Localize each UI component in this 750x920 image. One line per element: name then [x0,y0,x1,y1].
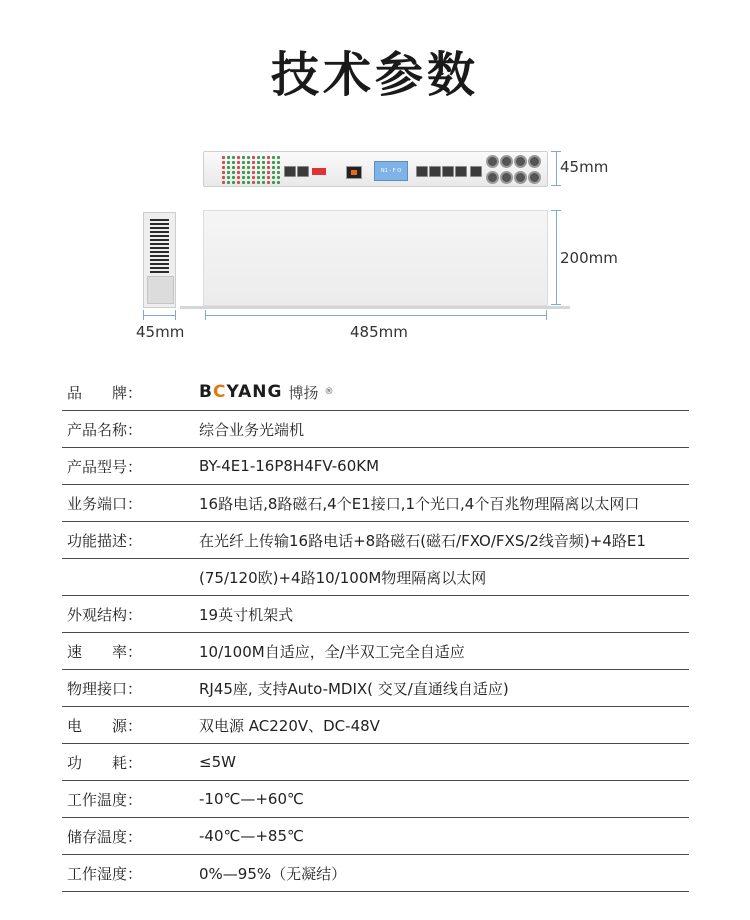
led-indicator [222,176,225,179]
led-indicator [262,176,265,179]
vent-slot [150,251,169,253]
spec-value: ≤5W [199,753,236,771]
led-indicator [242,181,245,184]
spec-label: 功能描述： [67,531,143,550]
led-indicator [237,156,240,159]
dim-label-width: 485mm [350,323,408,341]
spec-value: 10/100M自适应，全/半双工完全自适应 [199,642,465,661]
spec-label: 产品名称： [67,420,143,439]
led-indicator [257,181,260,184]
rj45-port [297,166,309,177]
led-indicator [262,181,265,184]
vent-slot [150,271,169,273]
led-indicator [257,176,260,179]
spec-row [62,707,689,744]
side-plate [147,276,174,304]
led-indicator [277,156,280,159]
bnc-connector [514,155,527,168]
spec-row [62,448,689,485]
led-indicator [237,181,240,184]
led-indicator [227,176,230,179]
led-indicator [257,161,260,164]
dim-label-depth: 200mm [560,249,618,267]
led-indicator [227,156,230,159]
led-indicator [272,171,275,174]
spec-value: BY-4E1-16P8H4FV-60KM [199,457,380,475]
led-indicator [242,166,245,169]
logo-text: BCYANG [199,382,283,402]
led-indicator [267,166,270,169]
dim-label-side: 45mm [136,323,185,341]
led-indicator [247,171,250,174]
spec-row [62,522,689,559]
led-indicator [237,171,240,174]
led-indicator [232,156,235,159]
spec-label: 工作湿度： [67,864,143,883]
bnc-connector [500,171,513,184]
dim-label-height: 45mm [560,158,609,176]
spec-label: 储存温度： [67,827,143,846]
logo-cn: 博扬 [288,383,319,402]
led-indicator [257,156,260,159]
spec-label: 业务端口： [67,494,143,513]
vent-slot [150,259,169,261]
bnc-connector [486,155,499,168]
led-indicator [277,171,280,174]
vent-slot [150,267,169,269]
led-indicator [277,181,280,184]
brand-logo [199,382,689,403]
ethernet-port [470,166,482,177]
led-indicator [232,176,235,179]
dim-line-side [143,315,176,316]
spec-label: 速 率： [67,642,143,661]
led-indicator [267,156,270,159]
led-indicator [252,176,255,179]
led-indicator [277,166,280,169]
ethernet-port [455,166,467,177]
led-indicator [252,181,255,184]
led-indicator [227,161,230,164]
spec-row [62,559,689,596]
led-indicator [247,181,250,184]
led-indicator [272,156,275,159]
led-indicator [227,171,230,174]
spec-label: 功 耗： [67,753,143,772]
vent-slot [150,255,169,257]
ethernet-port [442,166,454,177]
dim-line-width [205,315,547,316]
dim-line-depth [556,210,557,305]
led-indicator [247,166,250,169]
spec-value: RJ45座, 支持Auto-MDIX( 交叉/直通线自适应) [199,679,509,698]
spec-row [62,596,689,633]
led-indicator [267,161,270,164]
led-indicator [232,171,235,174]
bnc-connector [500,155,513,168]
led-indicator [252,161,255,164]
ethernet-port [416,166,428,177]
spec-row [62,855,689,892]
spec-row [62,670,689,707]
led-indicator [262,156,265,159]
led-indicator [242,171,245,174]
dim-line-height [556,151,557,186]
spec-value: 双电源 AC220V、DC-48V [199,716,380,735]
led-indicator [262,166,265,169]
led-indicator [277,161,280,164]
vent-slot [150,263,169,265]
page-title: 技术参数 [270,47,479,103]
bnc-connector [528,155,541,168]
led-indicator [232,166,235,169]
spec-value: -10℃—+60℃ [199,790,304,808]
vent-slot [150,235,169,237]
logo-reg: ® [324,387,334,397]
led-indicator [247,161,250,164]
vent-slot [150,231,169,233]
led-indicator [227,181,230,184]
rj45-port [284,166,296,177]
vent-slot [150,227,169,229]
spec-row [62,411,689,448]
device-body-top-view [203,210,548,306]
spec-value: 0%—95%（无凝结） [199,864,347,883]
spec-label: 物理接口： [67,679,143,698]
spec-row [62,633,689,670]
vent-slot [150,243,169,245]
led-indicator [272,166,275,169]
led-indicator [272,181,275,184]
vent-slot [150,219,169,221]
led-indicator [222,181,225,184]
led-indicator [222,161,225,164]
spec-value: 综合业务光端机 [199,420,305,439]
vent-slot [150,247,169,249]
spec-value: 16路电话,8路磁石,4个E1接口,1个光口,4个百兆物理隔离以太网口 [199,494,640,513]
led-indicator [222,171,225,174]
spec-row [62,744,689,781]
led-indicator [257,171,260,174]
vent-slot [150,239,169,241]
led-indicator [232,161,235,164]
led-indicator [277,176,280,179]
spec-value: -40℃—+85℃ [199,827,304,845]
led-indicator [237,176,240,179]
spec-label: 工作温度： [67,790,143,809]
bnc-connector [514,171,527,184]
led-indicator [237,161,240,164]
led-indicator [222,156,225,159]
led-indicator [272,161,275,164]
spec-row [62,485,689,522]
spec-row [62,781,689,818]
spec-value: 在光纤上传输16路电话+8路磁石(磁石/FXO/FXS/2线音频)+4路E1 [199,531,646,550]
led-indicator [247,176,250,179]
led-indicator [262,161,265,164]
led-indicator [237,166,240,169]
bnc-connector [486,171,499,184]
led-indicator [267,176,270,179]
device-side-view [143,212,176,308]
spec-label: 电 源： [67,716,143,735]
led-indicator [252,166,255,169]
panel-label: N1 - F O [374,161,408,181]
spec-label: 产品型号： [67,457,143,476]
spec-value: (75/120欧)+4路10/100M物理隔离以太网 [199,568,487,587]
spec-row [62,818,689,855]
spec-value: 19英寸机架式 [199,605,294,624]
bnc-connector [528,171,541,184]
spec-table [62,374,689,892]
ethernet-port [429,166,441,177]
spec-label: 品 牌： [67,383,143,402]
led-indicator [247,156,250,159]
led-indicator [272,176,275,179]
led-indicator [252,156,255,159]
led-indicator [252,171,255,174]
led-indicator [267,171,270,174]
dip-switch [312,168,326,175]
led-indicator [242,161,245,164]
led-indicator [232,181,235,184]
vent-slot [150,223,169,225]
led-indicator [242,156,245,159]
led-indicator [257,166,260,169]
led-indicator [267,181,270,184]
spec-label: 外观结构： [67,605,143,624]
led-indicator [242,176,245,179]
device-front-panel [203,151,548,187]
led-indicator [227,166,230,169]
led-indicator [262,171,265,174]
optical-port [346,166,362,179]
led-indicator [222,166,225,169]
spec-row-brand [62,374,689,411]
